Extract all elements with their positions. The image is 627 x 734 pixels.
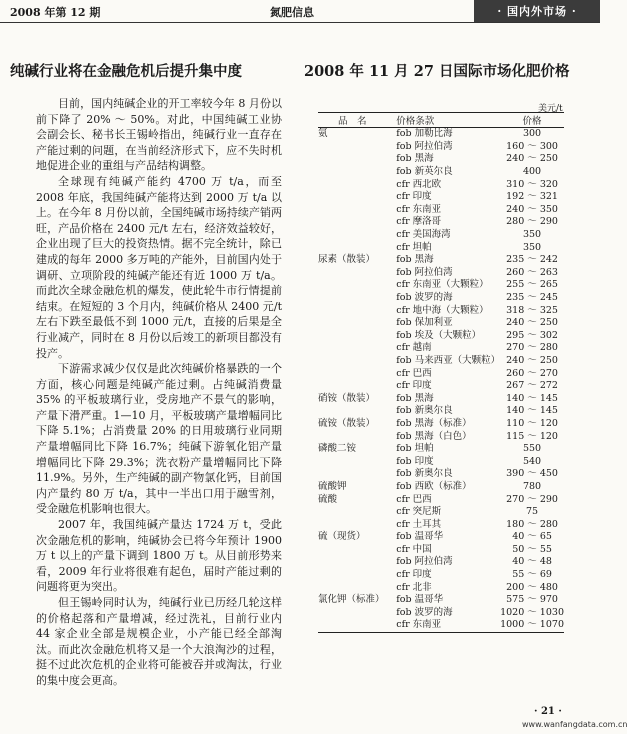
table-row [318,619,564,632]
price-cell: 260 ～ 270 [506,367,558,379]
price-cell: 240 ～ 350 [506,203,558,215]
terms-cell: fob 温哥华 [396,531,444,543]
product-cell [318,556,396,569]
article-body [36,96,282,689]
table-row [318,304,564,317]
terms-cell: cfr 美国海湾 [396,229,451,241]
price-cell: 140 ～ 145 [506,405,558,417]
price-cell: 318 ～ 325 [506,304,558,316]
price-cell: 260 ～ 263 [506,266,558,278]
table-row [318,166,564,179]
article-paragraph: 全球现有纯碱产能约 4700 万 t/a，而至 2008 年底，我国纯碱产能将达到 2000 万 t/a 以上。在今年 8 月份以前，全国纯碱市场持续产销两旺，产品价格在 2400 元/t 左右，经济效益较好，企业出现了巨大的投资热情。据不完全统计，除已建成的每年 2000 多万吨的产能外，目前国内处于调研、立项阶段的纯碱产能还有近 1000 万 t/a。而此次全球金融危机的爆发，使此轮牛市行情提前结束。在短短的 3 个月内，纯碱价格从 2400 元/t 左右下跌至最低不到 1000 元/t，直接的后果是全行业减产，同时在 8 月份以后竣工的新项目都没有投产。 [36,174,282,360]
price-table-body [318,128,564,633]
terms-cell: fob 阿拉伯湾 [396,266,453,278]
article-paragraph: 2007 年，我国纯碱产量达 1724 万 t，受此次金融危机的影响，纯碱协会已将今年预计 1900 万 t 以上的产量下调到 1800 万 t。从目前形势来看，2009 年行业将很难有起色，届时产能过剩的问题将更为突出。 [36,518,282,594]
terms-cell: fob 新奥尔良 [396,468,453,480]
table-row [318,254,564,267]
product-cell [318,569,396,582]
table-row [318,229,564,242]
product-cell [318,430,396,443]
header-terms: 价格条款 [396,113,500,128]
table-row [318,569,564,582]
article-paragraph: 下游需求减少仅仅是此次纯碱价格暴跌的一个方面，核心问题是纯碱产能过剩。占纯碱消费量 35% 的平板玻璃行业，受房地产不景气的影响，产量下滑严重。1—10 月，平板玻璃产量增幅同比下降 5.1%；占消费量 20% 的日用玻璃行业同期产量增幅同比下降 16.7%；纯碱下游氧化铝产量增幅同比下降 29.3%；洗衣粉产量增幅同比下降 11.9%。另外，生产纯碱的副产物氯化钙，目前国内产量约 80 万 t/a，其中一半出口用于融雪剂，受金融危机影响也很大。 [36,362,282,516]
product-cell: 硫酸 [318,493,338,505]
price-cell: 40 ～ 65 [512,531,552,543]
price-cell: 180 ～ 280 [506,518,558,530]
table-row [318,430,564,443]
product-cell [318,166,396,179]
price-cell: 280 ～ 290 [506,216,558,228]
price-table [318,112,564,633]
terms-cell: cfr 地中海（大颗粒） [396,304,489,316]
terms-cell: fob 波罗的海 [396,292,453,304]
product-cell [318,229,396,242]
table-row [318,330,564,343]
table-row [318,594,564,607]
product-cell [318,506,396,519]
article-paragraph: 但王锡岭同时认为，纯碱行业已历经几轮这样的价格起落和产量增减，经过洗礼，目前行业内 44 家企业全部是规模企业，小产能已经全部淘汰。而此次金融危机将又是一个大浪淘沙的过程，挺不过此次危机的企业将可能被吞并或淘汰，行业的集中度会更高。 [36,596,282,687]
article-title: 纯碱行业将在金融危机后提升集中度 [10,63,242,80]
terms-cell: fob 印度 [396,455,434,467]
table-row [318,241,564,254]
product-cell [318,544,396,557]
product-cell [318,153,396,166]
product-cell [318,191,396,204]
table-row [318,531,564,544]
table-row [318,191,564,204]
terms-cell: cfr 巴西 [396,493,432,505]
table-row [318,455,564,468]
product-cell: 硫铵（散装） [318,417,376,429]
price-cell: 235 ～ 245 [506,292,558,304]
product-cell: 尿素（散装） [318,254,376,266]
terms-cell: fob 波罗的海 [396,606,453,618]
product-cell [318,216,396,229]
table-row [318,367,564,380]
terms-cell: fob 阿拉伯湾 [396,556,453,568]
terms-cell: cfr 东南亚 [396,203,442,215]
table-row [318,418,564,431]
price-cell: 255 ～ 265 [506,279,558,291]
terms-cell: cfr 坦帕 [396,241,432,253]
product-cell [318,355,396,368]
terms-cell: fob 黑海 [396,153,434,165]
price-cell: 270 ～ 290 [506,493,558,505]
price-cell: 300 [522,128,542,140]
table-row [318,267,564,280]
price-cell: 295 ～ 302 [506,329,558,341]
table-row [318,153,564,166]
terms-cell: fob 马来西亚（大颗粒） [396,354,501,366]
terms-cell: cfr 中国 [396,543,432,555]
product-cell: 硫（现货） [318,531,366,543]
table-row [318,443,564,456]
table-row [318,141,564,154]
table-row [318,317,564,330]
product-cell [318,292,396,305]
terms-cell: cfr 北非 [396,581,432,593]
page-header [0,0,600,23]
price-cell: 240 ～ 250 [506,354,558,366]
price-cell: 240 ～ 250 [506,153,558,165]
terms-cell: fob 加勒比海 [396,128,453,140]
product-cell [318,468,396,481]
terms-cell: cfr 印度 [396,191,432,203]
product-cell [318,367,396,380]
price-cell: 110 ～ 120 [506,417,558,429]
price-unit: 美元/t [538,104,563,114]
table-row [318,518,564,531]
price-cell: 192 ～ 321 [506,191,558,203]
price-cell: 75 [526,506,539,518]
table-row [318,468,564,481]
header-price: 价格 [500,113,564,128]
table-row [318,178,564,191]
table-row [318,607,564,620]
product-cell [318,405,396,418]
product-cell [318,380,396,393]
product-cell [318,581,396,594]
product-cell [318,330,396,343]
product-cell [318,241,396,254]
terms-cell: cfr 巴西 [396,367,432,379]
terms-cell: fob 坦帕 [396,443,434,455]
terms-cell: fob 新奥尔良 [396,405,453,417]
price-cell: 240 ～ 250 [506,317,558,329]
product-cell [318,267,396,280]
product-cell: 硫酸钾 [318,480,347,492]
price-table-title: 2008 年 11 月 27 日国际市场化肥价格 [304,63,570,80]
terms-cell: cfr 土耳其 [396,518,442,530]
price-cell: 390 ～ 450 [506,468,558,480]
price-cell: 350 [522,241,542,253]
table-row [318,355,564,368]
product-cell [318,141,396,154]
product-cell [318,607,396,620]
price-cell: 400 [522,166,542,178]
table-row [318,506,564,519]
terms-cell: cfr 摩洛哥 [396,216,442,228]
price-cell: 200 ～ 480 [506,581,558,593]
terms-cell: fob 黑海 [396,254,434,266]
price-cell: 270 ～ 280 [506,342,558,354]
table-row [318,556,564,569]
page-number: · 21 · [534,706,562,717]
terms-cell: fob 温哥华 [396,594,444,606]
price-cell: 550 [522,443,542,455]
price-cell: 350 [522,229,542,241]
price-cell: 575 ～ 970 [506,594,558,606]
product-cell [318,317,396,330]
product-cell [318,619,396,632]
terms-cell: cfr 东南亚（大颗粒） [396,279,489,291]
terms-cell: cfr 印度 [396,380,432,392]
terms-cell: fob 西欧（标准） [396,480,472,492]
table-row [318,380,564,393]
price-cell: 55 ～ 69 [512,569,552,581]
product-cell [318,342,396,355]
table-row [318,216,564,229]
terms-cell: fob 保加利亚 [396,317,453,329]
table-row [318,405,564,418]
price-cell: 1000 ～ 1070 [500,619,564,631]
product-cell: 硝铵（散装） [318,392,376,404]
price-cell: 540 [522,455,542,467]
table-row [318,128,564,141]
product-cell [318,518,396,531]
price-cell: 1020 ～ 1030 [500,606,564,618]
table-row [318,392,564,405]
terms-cell: cfr 突尼斯 [396,506,442,518]
table-row [318,481,564,494]
table-row [318,544,564,557]
table-row [318,342,564,355]
table-header-row [318,113,564,128]
terms-cell: cfr 印度 [396,569,432,581]
product-cell [318,455,396,468]
header-product: 品 名 [318,113,396,128]
terms-cell: cfr 东南亚 [396,619,500,632]
table-row [318,581,564,594]
price-cell: 160 ～ 300 [506,140,558,152]
watermark: www.wanfangdata.com.cn [522,720,627,729]
terms-cell: fob 黑海（白色） [396,430,472,442]
product-cell: 氨 [318,128,328,140]
product-cell [318,304,396,317]
price-cell: 310 ～ 320 [506,178,558,190]
product-cell [318,279,396,292]
terms-cell: fob 黑海 [396,392,434,404]
price-cell: 50 ～ 55 [512,543,552,555]
terms-cell: fob 阿拉伯湾 [396,140,453,152]
table-row [318,279,564,292]
price-cell: 115 ～ 120 [506,430,558,442]
terms-cell: cfr 西北欧 [396,178,442,190]
table-row [318,204,564,217]
price-cell: 267 ～ 272 [506,380,558,392]
article-paragraph: 目前，国内纯碱企业的开工率较今年 8 月份以前下降了 20% ～ 50%。对此，中国纯碱工业协会副会长、秘书长王锡岭指出，纯碱行业一直存在产能过剩的问题，在当前经济形式下，应不失时机地促进企业的重组与产品结构调整。 [36,97,282,173]
product-cell: 氯化钾（标准） [318,594,385,606]
journal-name: 氮肥信息 [270,6,314,19]
terms-cell: fob 黑海（标准） [396,417,472,429]
terms-cell: fob 埃及（大颗粒） [396,329,482,341]
section-label: · 国内外市场 · [474,0,600,22]
terms-cell: fob 新英尔良 [396,166,453,178]
table-row [318,292,564,305]
price-cell: 235 ～ 242 [506,254,558,266]
price-cell: 40 ～ 48 [512,556,552,568]
terms-cell: cfr 越南 [396,342,432,354]
table-row [318,493,564,506]
product-cell [318,178,396,191]
price-cell: 780 [522,480,542,492]
issue-number: 2008 年第 12 期 [10,6,101,19]
product-cell [318,204,396,217]
product-cell: 磷酸二铵 [318,443,357,455]
price-cell: 140 ～ 145 [506,392,558,404]
